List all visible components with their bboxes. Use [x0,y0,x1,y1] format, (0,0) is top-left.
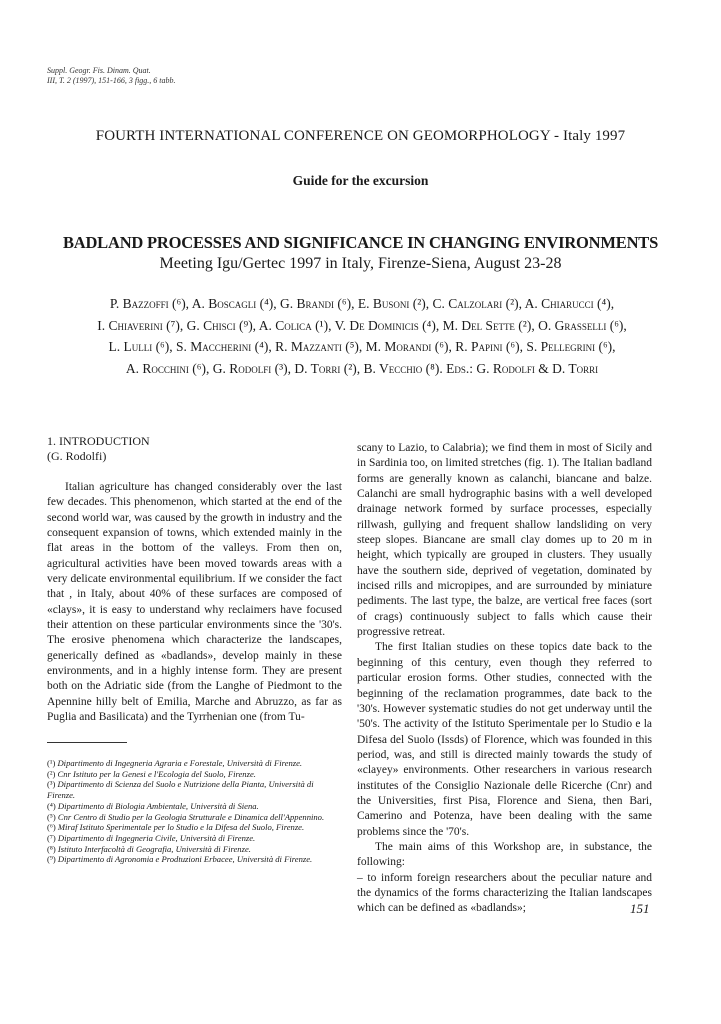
footnote-text: Dipartimento di Ingegneria Civile, Università di Firenze. [57,832,256,843]
citation-line-2: III, T. 2 (1997), 151-166, 3 figg., 6 tabb. [47,76,176,85]
footnote-text: Istituto Interfacoltà di Geografia, Università di Firenze. [57,843,251,854]
page-number: 151 [630,901,650,916]
footnote [47,779,342,800]
paper-subtitle: Meeting Igu/Gertec 1997 in Italy, Firenze-Siena, August 23-28 [159,255,562,272]
citation-line-1: Suppl. Geogr. Fis. Dinam. Quat. [47,66,151,75]
footnote [47,854,342,865]
footnote [47,801,342,812]
author-line: I. Chiaverini (⁷), G. Chisci (⁹), A. Colica (¹), V. De Dominicis (⁴), M. Del Sette (²), O. Grasselli (⁶), [97,317,627,333]
footnote-divider [47,742,127,743]
footnote-text: Miraf Istituto Sperimentale per lo Studio e la Difesa del Suolo, Firenze. [57,822,305,833]
footnote-number: (⁵) [47,811,56,822]
footnote-number: (⁸) [47,843,56,854]
footnote-text: Dipartimento di Ingegneria Agraria e Forestale, Università di Firenze. [57,758,303,768]
footnote-text: Cnr Istituto per la Genesi e l'Ecologia del Suolo, Firenze. [57,768,256,779]
body-paragraph: – to inform foreign researchers about the peculiar nature and the dynamics of the forms characterizing the Italian landscapes which can be defined as «badlands»; [357,871,652,915]
author-line: A. Rocchini (⁶), G. Rodolfi (³), D. Torri (²), B. Vecchio (⁸). Eds.: G. Rodolfi & D. Torri [125,360,599,376]
footnote [47,844,342,855]
body-paragraph: The main aims of this Workshop are, in substance, the following: [357,840,652,869]
author-line: P. Bazzoffi (⁶), A. Boscagli (⁴), G. Brandi (⁶), E. Busoni (²), C. Calzolari (²), A. Chiarucci (⁴), [109,296,615,311]
body-paragraph: scany to Lazio, to Calabria); we find them in most of Sicily and in Sardinia too, on limited stretches (fig. 1). The Italian badland forms are generally known as calanchi, biancane and balze. Calanchi are small hydrographic basins with a well developed drainage network formed by surface processes, especially rillwash, gullying and frequent shallow landsliding on very steep slopes. Biancane are small clay domes up to 20 m in height, which typically are grouped in clusters. They usually have the southern side, deprived of vegetation, dominated by incised rills and micropipes, and are surrounded by miniature pediments. The last type, the balze, are vertical free faces (sort of crags) continuously subject to falls which cause their progressive retreat. [357,442,652,639]
footnote-number: (⁷) [47,832,56,843]
guide-line: Guide for the excursion [292,173,429,188]
footnote-text: Cnr Centro di Studio per la Geologia Strutturale e Dinamica dell'Appennino. [57,811,325,822]
footnote [47,812,342,823]
footnote-number: (¹) [47,758,56,768]
footnotes [47,758,342,865]
footnote [47,758,342,769]
body-paragraph: Italian agriculture has changed considerably over the last few decades. This phenomenon, which started at the end of the second world war, was caused by the growth in industry and the consequent expansion of towns, which extended mainly in the flat areas in the bottom of the valleys. From then on, agricultural activities have been moved towards areas with a very delicate environmental equilibrium. If we consider the fact that , in Italy, about 40% of these surfaces are composed of «clays», it is easy to understand why reclaimers have focused their attention on these particular environments since the '30's. The erosive phenomena which characterize the landscapes, generically defined as «badlands», develop mainly in these environments, and in a highly intense form. They are present both on the Adriatic side (from the Langhe of Piedmont to the Apennine hilly belt of Emilia, Marche and Abruzzo, as far as Puglia and Basilicata) and the Tyrrhenian one (from Tu- [47,481,342,724]
journal-citation [47,66,176,86]
footnote-number: (³) [47,779,56,790]
footnote-text: Dipartimento di Scienza del Suolo e Nutrizione della Pianta, Università di Firenze. [47,779,314,801]
footnote-text: Dipartimento di Agronomia e Prodtuzioni Erbacee, Università di Firenze. [57,854,313,865]
paper-title: BADLAND PROCESSES AND SIGNIFICANCE IN CHANGING ENVIRONMENTS [62,233,659,252]
footnote-number: (⁶) [47,822,56,833]
author-list [47,293,677,379]
footnote [47,822,342,833]
conference-line: FOURTH INTERNATIONAL CONFERENCE ON GEOMORPHOLOGY - Italy 1997 [95,128,626,144]
footnote [47,769,342,780]
author-line: L. Lulli (⁶), S. Maccherini (⁴), R. Mazzanti (⁵), M. Morandi (⁶), R. Papini (⁶), S. Pellegrini (⁶), [108,339,616,354]
left-column [47,434,342,726]
section-author: (G. Rodolfi) [47,449,107,463]
footnote-number: (²) [47,768,56,779]
footnote-number: (⁹) [47,854,56,865]
section-heading: 1. INTRODUCTION [47,434,150,448]
footnote [47,833,342,844]
right-column [357,441,652,917]
footnote-text: Dipartimento di Biologia Ambientale, Università di Siena. [57,800,259,811]
body-paragraph: The first Italian studies on these topics date back to the beginning of this century, even though they referred to particular erosion forms. Other studies, connected with the beginning of the reclamation programmes, date back to the '30's. However systematic studies do not get underway until the '50's. The activity of the Istituto Sperimentale per lo Studio e la Difesa del Suolo (Issds) of Florence, which was founded in this period, was, and still is directed mainly towards the study of «clayey» environments. Other researchers in various research institutes of the Consiglio Nazionale delle Ricerche (Cnr) and the Universities, first Pisa, Florence and Siena, then Bari, Camerino and Potenza, have been dealing with the same problems since the '70's. [357,641,652,838]
footnote-number: (⁴) [47,800,56,811]
